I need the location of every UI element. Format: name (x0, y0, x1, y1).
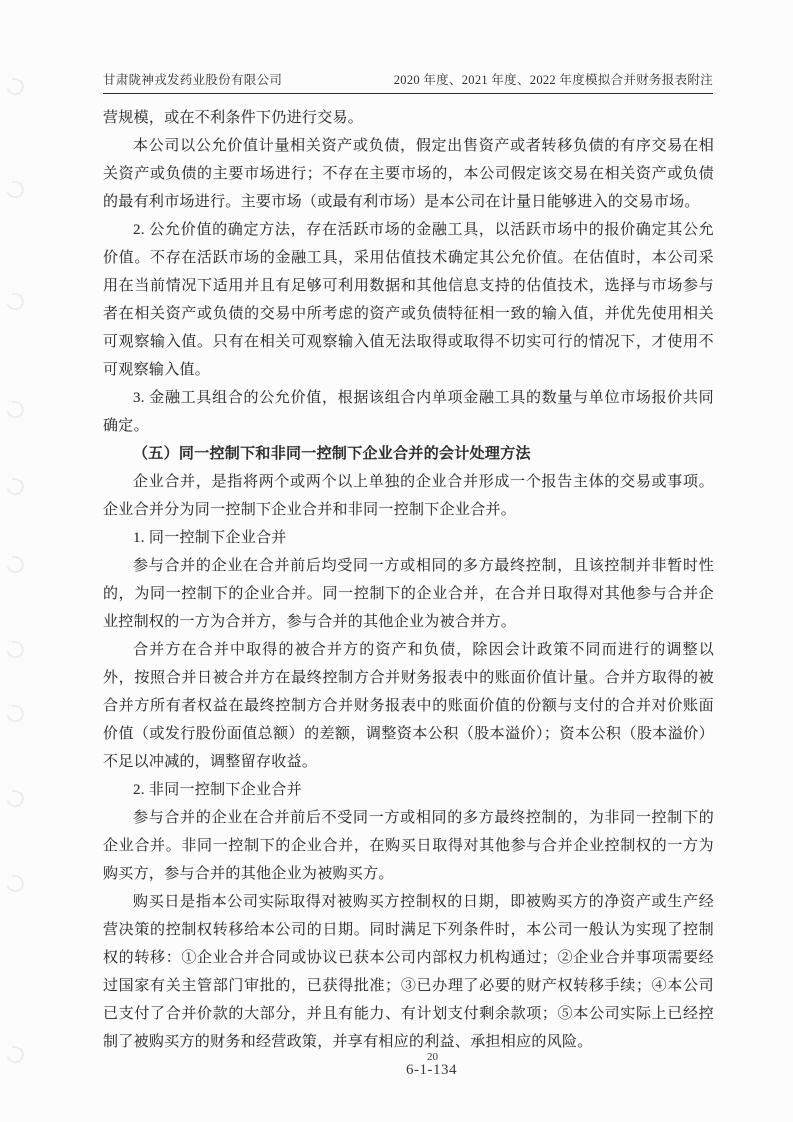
paragraph: 3. 金融工具组合的公允价值，根据该组合内单项金融工具的数量与单位市场报价共同确定。 (103, 390, 714, 434)
document-body (103, 104, 714, 1056)
page-number (406, 1051, 457, 1079)
binding-ring-artifact (3, 638, 26, 661)
binding-ring-artifact (3, 398, 26, 421)
binding-ring-artifact (3, 787, 26, 810)
paragraph: 购买日是指本公司实际取得对被购买方控制权的日期，即被购买方的净资产或生产经营决策的控制权转移给本公司的日期。同时满足下列条件时，本公司一般认为实现了控制权的转移：①企业合并合同或协议已获本公司内部权力机构通过；②企业合并事项需要经过国家有关主管部门审批的，已获得批准；③已办理了必要的财产权转移手续；④本公司已支付了合并价款的大部分，并且有能力、有计划支付剩余款项；⑤本公司实际上已经控制了被购买方的财务和经营政策，并享有相应的利益、承担相应的风险。 (103, 894, 714, 1050)
paragraph: 参与合并的企业在合并前后均受同一方或相同的多方最终控制，且该控制并非暂时性的，为同一控制下的企业合并。同一控制下的企业合并，在合并日取得对其他参与合并企业控制权的一方为合并方，参与合并的其他企业为被合并方。 (103, 558, 714, 630)
binding-ring-artifact (3, 702, 26, 725)
binding-ring-artifact (3, 290, 26, 313)
paragraph: 2. 公允价值的确定方法，存在活跃市场的金融工具，以活跃市场中的报价确定其公允价值。不存在活跃市场的金融工具，采用估值技术确定其公允价值。在估值时，本公司采用在当前情况下适用并且有足够可利用数据和其他信息支持的估值技术，选择与市场参与者在相关资产或负债的交易中所考虑的资产或负债特征相一致的输入值，并优先使用相关可观察输入值。只有在相关可观察输入值无法取得或取得不切实可行的情况下，才使用不可观察输入值。 (103, 222, 714, 378)
paragraph: 1. 同一控制下企业合并 (133, 530, 287, 546)
paragraph: 企业合并，是指将两个或两个以上单独的企业合并形成一个报告主体的交易或事项。企业合并分为同一控制下企业合并和非同一控制下企业合并。 (103, 474, 714, 518)
page-code-text: 6-1-134 (406, 1062, 457, 1078)
paragraph: 本公司以公允价值计量相关资产或负债，假定出售资产或者转移负债的有序交易在相关资产或负债的主要市场进行；不存在主要市场的，本公司假定该交易在相关资产或负债的最有利市场进行。主要市场（或最有利市场）是本公司在计量日能够进入的交易市场。 (103, 138, 714, 210)
binding-ring-artifact (3, 178, 26, 201)
header-company-name: 甘肃陇神戎发药业股份有限公司 (103, 73, 283, 87)
paragraph: 2. 非同一控制下企业合并 (133, 782, 302, 798)
paragraph: 参与合并的企业在合并前后不受同一方或相同的多方最终控制的，为非同一控制下的企业合并。非同一控制下的企业合并，在购买日取得对其他参与合并企业控制权的一方为购买方，参与合并的其他企业为被购买方。 (103, 810, 714, 882)
paragraph: 合并方在合并中取得的被合并方的资产和负债，除因会计政策不同而进行的调整以外，按照合并日被合并方在最终控制方合并财务报表中的账面价值计量。合并方取得的被合并方所有者权益在最终控制方合并财务报表中的账面价值的份额与支付的合并对价账面价值（或发行股份面值总额）的差额，调整资本公积（股本溢价）；资本公积（股本溢价）不足以冲减的，调整留存收益。 (103, 642, 714, 770)
page-footer (0, 1051, 793, 1079)
binding-ring-artifact (3, 475, 26, 498)
header-doc-title: 2020 年度、2021 年度、2022 年度模拟合并财务报表附注 (393, 73, 713, 87)
binding-ring-artifact (3, 75, 26, 98)
paragraph: 营规模，或在不利条件下仍进行交易。 (103, 110, 364, 126)
binding-ring-artifact (3, 872, 26, 895)
page-header (103, 70, 713, 94)
section-heading: （五）同一控制下和非同一控制下企业合并的会计处理方法 (133, 446, 531, 462)
stamp-number: 20 (427, 1051, 438, 1063)
binding-ring-artifact (3, 553, 26, 576)
